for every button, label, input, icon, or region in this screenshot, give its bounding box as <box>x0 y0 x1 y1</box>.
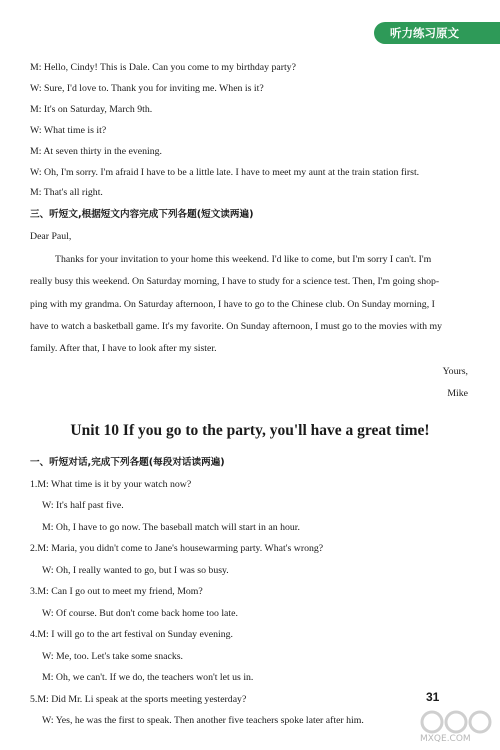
letter-salutation: Dear Paul, <box>30 231 72 243</box>
dialogue-line: M: At seven thirty in the evening. <box>30 145 162 157</box>
letter-paragraph <box>30 249 470 361</box>
dialogue-line: 3.M: Can I go out to meet my friend, Mom? <box>30 586 203 598</box>
dialogue-line: 5.M: Did Mr. Li speak at the sports meeting yesterday? <box>30 693 247 705</box>
dialogue-line: 2.M: Maria, you didn't come to Jane's housewarming party. What's wrong? <box>30 543 324 555</box>
dialogue-line: W: Yes, he was the first to speak. Then another five teachers spoke later after him. <box>42 715 364 727</box>
dialogue-line: 4.M: I will go to the art festival on Sunday evening. <box>30 629 233 641</box>
page-number: 31 <box>426 690 440 704</box>
section-tab-label: 听力练习原文 <box>390 26 459 40</box>
dialogue-line: M: Oh, I have to go now. The baseball match will start in an hour. <box>42 521 300 533</box>
paragraph-line: really busy this weekend. On Saturday morning, I have to study for a science test. Then, I'm going shop- <box>30 276 440 288</box>
watermark-text: MXQE.COM <box>420 734 471 744</box>
dialogue-line: W: It's half past five. <box>42 500 124 512</box>
dialogue-line: W: Oh, I really wanted to go, but I was so busy. <box>42 564 229 576</box>
dialogue-line: W: What time is it? <box>30 124 107 136</box>
dialogue-line: M: That's all right. <box>30 187 103 199</box>
dialogue-line: W: Me, too. Let's take some snacks. <box>42 650 183 662</box>
dialogue-line: W: Of course. But don't come back home too late. <box>42 607 238 619</box>
section-1-heading: 一、听短对话,完成下列各题(每段对话读两遍) <box>30 456 225 468</box>
dialogue-block <box>30 58 470 204</box>
letter-signature: Mike <box>447 388 468 400</box>
paragraph-line: family. After that, I have to look after my sister. <box>30 343 217 355</box>
section-3-heading: 三、听短文,根据短文内容完成下列各题(短文读两遍) <box>30 209 254 221</box>
dialogue-line: 1.M: What time is it by your watch now? <box>30 478 192 490</box>
dialogue-line: M: Oh, we can't. If we do, the teachers won't let us in. <box>42 672 254 684</box>
page-content <box>30 58 470 732</box>
dialogue-line: M: It's on Saturday, March 9th. <box>30 103 153 115</box>
paragraph-line: ping with my grandma. On Saturday afternoon, I have to go to the Chinese club. On Sunday morning, I <box>30 298 435 310</box>
unit-title: Unit 10 If you go to the party, you'll have a great time! <box>70 421 430 439</box>
section-1-dialogues <box>30 474 470 732</box>
paragraph-line: Thanks for your invitation to your home this weekend. I'd like to come, but I'm sorry I can't. I'm <box>55 253 432 265</box>
paragraph-line: have to watch a basketball game. It's my favorite. On Sunday afternoon, I must go to the movies with my <box>30 320 443 332</box>
dialogue-line: W: Sure, I'd love to. Thank you for inviting me. When is it? <box>30 82 264 94</box>
dialogue-line: M: Hello, Cindy! This is Dale. Can you come to my birthday party? <box>30 62 296 73</box>
dialogue-line: W: Oh, I'm sorry. I'm afraid I have to be a little late. I have to meet my aunt at the train station first. <box>30 166 420 178</box>
section-tab <box>374 22 500 44</box>
letter-closing: Yours, <box>442 365 468 377</box>
